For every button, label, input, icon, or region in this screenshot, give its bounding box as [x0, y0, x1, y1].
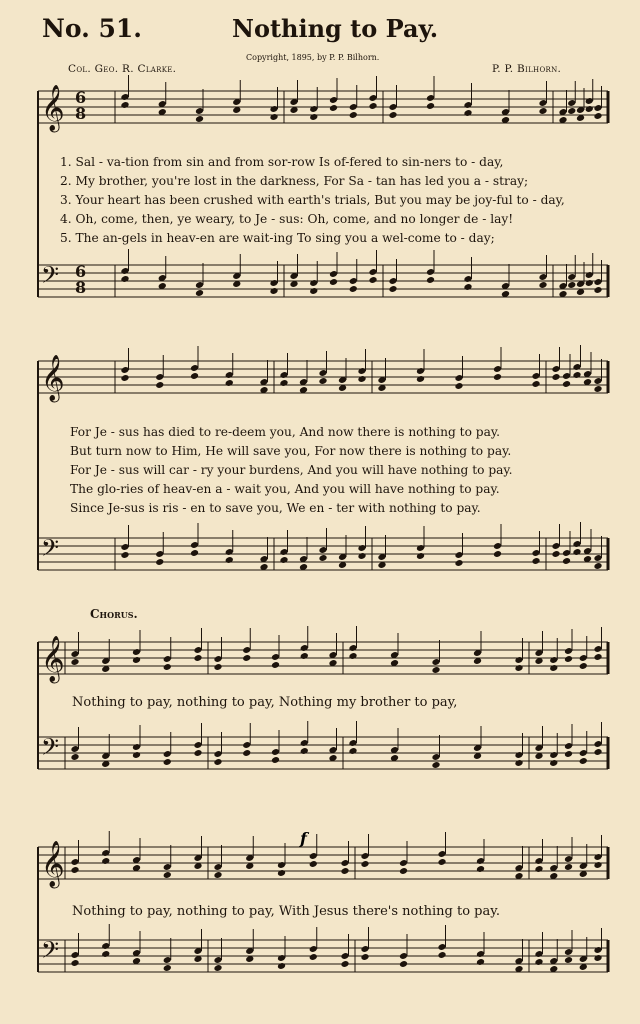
- note-head: [101, 950, 110, 958]
- treble-clef: 𝄞: [41, 85, 65, 131]
- note-head: [348, 652, 357, 660]
- note-head: [538, 107, 547, 115]
- verse-line: Since Je-sus is ris - en to save you, We en - ter with nothing to pay.: [70, 501, 481, 515]
- note-head: [585, 279, 594, 287]
- note-head: [564, 863, 573, 871]
- note-head: [225, 379, 234, 387]
- treble-clef: 𝄞: [41, 841, 65, 887]
- note-head: [271, 756, 280, 764]
- time-signature: 6: [75, 262, 87, 281]
- time-signature: 8: [75, 278, 87, 297]
- note-head: [101, 857, 110, 865]
- note-head: [195, 115, 204, 123]
- note-head: [593, 112, 602, 120]
- note-head: [163, 758, 172, 766]
- note-head: [368, 102, 377, 110]
- note-head: [279, 556, 288, 564]
- note-head: [431, 761, 440, 769]
- note-head: [277, 962, 286, 970]
- note-head: [348, 747, 357, 755]
- note-head: [426, 276, 435, 284]
- verse-line: 3. Your heart has been crushed with earth's trials, But you may be joy-ful to - day,: [60, 193, 565, 207]
- treble-clef: 𝄞: [41, 636, 65, 682]
- note-head: [195, 289, 204, 297]
- note-head: [593, 653, 602, 661]
- note-head: [562, 557, 571, 565]
- note-head: [120, 101, 129, 109]
- note-head: [300, 652, 309, 660]
- note-head: [349, 285, 358, 293]
- note-head: [388, 111, 397, 119]
- composer-credit: P. P. Bilhorn.: [492, 63, 562, 75]
- note-head: [279, 379, 288, 387]
- note-head: [437, 858, 446, 866]
- note-head: [567, 281, 576, 289]
- chorus-lyric-1: Nothing to pay, nothing to pay, Nothing my brother to pay,: [72, 695, 458, 710]
- note-head: [329, 278, 338, 286]
- copyright-notice: Copyright, 1895, by P. P. Bilhorn.: [246, 53, 380, 62]
- note-head: [271, 661, 280, 669]
- hymn-number: No. 51.: [42, 14, 142, 43]
- time-signature: 8: [75, 104, 87, 123]
- verse-line: The glo-ries of heav-en a - wait you, And you will have nothing to pay.: [70, 482, 500, 496]
- note-head: [388, 285, 397, 293]
- note-head: [132, 751, 141, 759]
- note-head: [318, 377, 327, 385]
- note-head: [213, 758, 222, 766]
- note-head: [593, 861, 602, 869]
- note-head: [534, 865, 543, 873]
- note-head: [593, 286, 602, 294]
- note-head: [360, 860, 369, 868]
- note-head: [572, 371, 581, 379]
- note-head: [340, 960, 349, 968]
- note-head: [593, 954, 602, 962]
- note-head: [309, 860, 318, 868]
- treble-clef: 𝄞: [41, 355, 65, 401]
- note-head: [431, 666, 440, 674]
- note-head: [579, 757, 588, 765]
- note-head: [463, 109, 472, 117]
- note-head: [318, 554, 327, 562]
- note-head: [514, 759, 523, 767]
- note-head: [564, 750, 573, 758]
- note-head: [309, 953, 318, 961]
- note-head: [70, 959, 79, 967]
- note-head: [329, 104, 338, 112]
- note-head: [463, 283, 472, 291]
- note-head: [567, 107, 576, 115]
- note-head: [476, 865, 485, 873]
- note-head: [242, 749, 251, 757]
- chorus-label: Chorus.: [90, 607, 138, 621]
- note-head: [593, 748, 602, 756]
- note-head: [300, 747, 309, 755]
- hymn-title: Nothing to Pay.: [232, 14, 439, 43]
- note-head: [213, 663, 222, 671]
- note-head: [531, 380, 540, 388]
- verse-line: 1. Sal - va-tion from sin and from sor-row Is of-fered to sin-ners to - day,: [60, 155, 504, 169]
- note-head: [426, 102, 435, 110]
- note-head: [309, 113, 318, 121]
- note-head: [242, 654, 251, 662]
- note-head: [531, 557, 540, 565]
- note-head: [340, 867, 349, 875]
- note-head: [514, 664, 523, 672]
- note-head: [416, 375, 425, 383]
- verse-line: 4. Oh, come, then, ye weary, to Je - sus: Oh, come, and no longer de - lay!: [60, 212, 514, 226]
- bass-clef: 𝄢: [41, 534, 60, 567]
- note-head: [269, 113, 278, 121]
- verse-line: But turn now to Him, He will save you, For now there is nothing to pay.: [70, 444, 512, 458]
- note-head: [163, 663, 172, 671]
- note-head: [277, 869, 286, 877]
- note-head: [163, 871, 172, 879]
- time-signature: 6: [75, 88, 87, 107]
- verse-line: 5. The an-gels in heav-en are wait-ing To sing you a wel-come to - day;: [60, 231, 495, 245]
- note-head: [551, 373, 560, 381]
- note-head: [454, 559, 463, 567]
- verse-line: 2. My brother, you're lost in the darkness, For Sa - tan has led you a - stray;: [60, 174, 529, 188]
- note-head: [213, 871, 222, 879]
- note-head: [120, 551, 129, 559]
- note-head: [120, 275, 129, 283]
- note-head: [368, 276, 377, 284]
- note-head: [593, 562, 602, 570]
- note-head: [357, 375, 366, 383]
- note-head: [132, 656, 141, 664]
- note-head: [437, 951, 446, 959]
- note-heads: [70, 75, 602, 973]
- note-head: [493, 550, 502, 558]
- note-head: [155, 381, 164, 389]
- note-head: [70, 658, 79, 666]
- note-head: [155, 558, 164, 566]
- note-head: [549, 759, 558, 767]
- bass-clef: 𝄢: [41, 261, 60, 294]
- note-head: [476, 958, 485, 966]
- note-head: [70, 866, 79, 874]
- forte-marking: f: [300, 829, 307, 848]
- note-head: [564, 956, 573, 964]
- note-head: [562, 380, 571, 388]
- note-head: [360, 953, 369, 961]
- note-head: [163, 964, 172, 972]
- note-head: [534, 958, 543, 966]
- note-head: [190, 372, 199, 380]
- note-head: [225, 556, 234, 564]
- note-head: [572, 548, 581, 556]
- note-head: [349, 111, 358, 119]
- note-head: [193, 749, 202, 757]
- verse-line: For Je - sus will car - ry your burdens, And you will have nothing to pay.: [70, 463, 513, 477]
- author-credit: Col. Geo. R. Clarke.: [68, 63, 177, 75]
- note-head: [454, 382, 463, 390]
- note-head: [538, 281, 547, 289]
- note-head: [593, 385, 602, 393]
- note-head: [70, 753, 79, 761]
- note-head: [213, 964, 222, 972]
- note-head: [120, 374, 129, 382]
- note-head: [551, 550, 560, 558]
- note-head: [399, 960, 408, 968]
- note-head: [585, 105, 594, 113]
- bass-clef: 𝄢: [41, 733, 60, 766]
- note-head: [549, 664, 558, 672]
- note-head: [309, 287, 318, 295]
- note-head: [269, 287, 278, 295]
- note-head: [193, 654, 202, 662]
- note-head: [416, 552, 425, 560]
- chorus-lyric-2: Nothing to pay, nothing to pay, With Jesus there's nothing to pay.: [72, 904, 500, 919]
- verse-line: For Je - sus has died to re-deem you, And now there is nothing to pay.: [70, 425, 500, 439]
- note-head: [564, 655, 573, 663]
- note-head: [493, 373, 502, 381]
- note-head: [357, 552, 366, 560]
- bass-clef: 𝄢: [41, 936, 60, 969]
- note-head: [399, 867, 408, 875]
- note-head: [190, 549, 199, 557]
- note-head: [579, 662, 588, 670]
